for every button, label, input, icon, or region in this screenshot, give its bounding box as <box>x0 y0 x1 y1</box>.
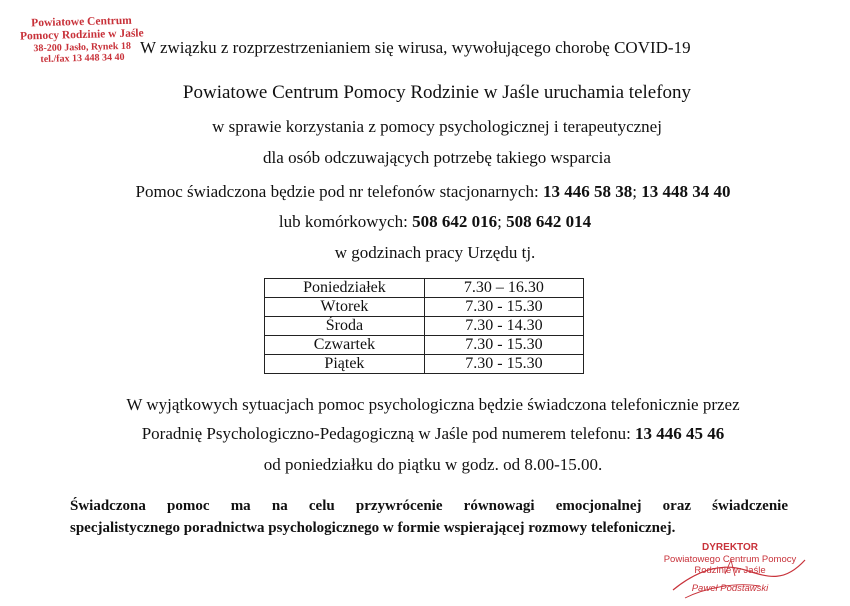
exceptional-line-3: od poniedziałku do piątku w godz. od 8.00-15.00. <box>263 455 603 474</box>
table-row <box>265 279 584 298</box>
purpose-line: w sprawie korzystania z pomocy psychologicznej i terapeutycznej <box>212 117 662 136</box>
goal-paragraph <box>70 495 788 539</box>
landline-phones-line <box>8 182 850 202</box>
counseling-phone-number: 13 446 45 46 <box>635 424 725 443</box>
handwritten-signature-icon <box>665 552 815 602</box>
goal-line-2: specjalistycznego poradnictwa psychologicznego w formie wspierającej rozmowy telefonicznej. <box>70 520 676 536</box>
landline-number-2: 13 448 34 40 <box>641 182 731 201</box>
center-announcement: Powiatowe Centrum Pomocy Rodzinie w Jaśle uruchamia telefony <box>182 82 692 103</box>
schedule-day: Środa <box>265 317 425 336</box>
target-line: dla osób odczuwających potrzebę takiego wsparcia <box>263 148 611 167</box>
schedule-time: 7.30 - 15.30 <box>424 355 583 374</box>
mobile-number-1: 508 642 016 <box>412 212 498 231</box>
schedule-time: 7.30 – 16.30 <box>424 279 583 298</box>
director-org-line-1: Powiatowego Centrum Pomocy <box>663 554 797 565</box>
table-row <box>265 298 584 317</box>
landline-number-1: 13 446 58 38 <box>542 182 633 201</box>
schedule-day: Piątek <box>265 355 425 374</box>
stamp-line-4: tel./fax 13 448 34 40 <box>40 51 125 66</box>
exceptional-prefix: Poradnię Psychologiczno-Pedagogiczną w Jaśle pod numerem telefonu: <box>141 424 636 443</box>
schedule-table <box>264 278 584 374</box>
exceptional-line-1: W wyjątkowych sytuacjach pomoc psychologiczna będzie świadczona telefonicznie przez <box>126 395 740 414</box>
schedule-day: Wtorek <box>265 298 425 317</box>
stamp-line-1: Powiatowe Centrum <box>31 14 132 30</box>
schedule-time: 7.30 - 15.30 <box>424 298 583 317</box>
schedule-day: Czwartek <box>265 336 425 355</box>
intro-line: W związku z rozprzestrzenianiem się wirusa, wywołującego chorobę COVID-19 <box>140 38 691 57</box>
exceptional-line-2 <box>8 424 850 444</box>
landline-separator: ; <box>632 182 642 201</box>
director-title: DYREKTOR <box>702 542 758 553</box>
table-row <box>265 317 584 336</box>
table-row <box>265 355 584 374</box>
mobile-number-2: 508 642 014 <box>506 212 592 231</box>
mobile-phones-line <box>10 212 850 232</box>
schedule-time: 7.30 - 15.30 <box>424 336 583 355</box>
office-hours-line: w godzinach pracy Urzędu tj. <box>334 243 536 262</box>
mobile-prefix: lub komórkowych: <box>278 212 413 231</box>
stamp-line-2: Pomocy Rodzinie w Jaśle <box>19 27 144 43</box>
landline-prefix: Pomoc świadczona będzie pod nr telefonów stacjonarnych: <box>135 182 543 201</box>
director-org-line-2: Rodzinie w Jaśle <box>694 565 766 577</box>
goal-line-1: Świadczona pomoc ma na celu przywrócenie równowagi emocjonalnej oraz świadczenie <box>70 498 788 514</box>
header-stamp <box>13 14 150 66</box>
table-row <box>265 336 584 355</box>
director-name: Paweł Podstawski <box>691 582 769 594</box>
stamp-line-3: 38-200 Jasło, Rynek 18 <box>33 40 132 55</box>
schedule-time: 7.30 - 14.30 <box>424 317 583 336</box>
mobile-separator: ; <box>497 212 507 231</box>
schedule-day: Poniedziałek <box>265 279 425 298</box>
